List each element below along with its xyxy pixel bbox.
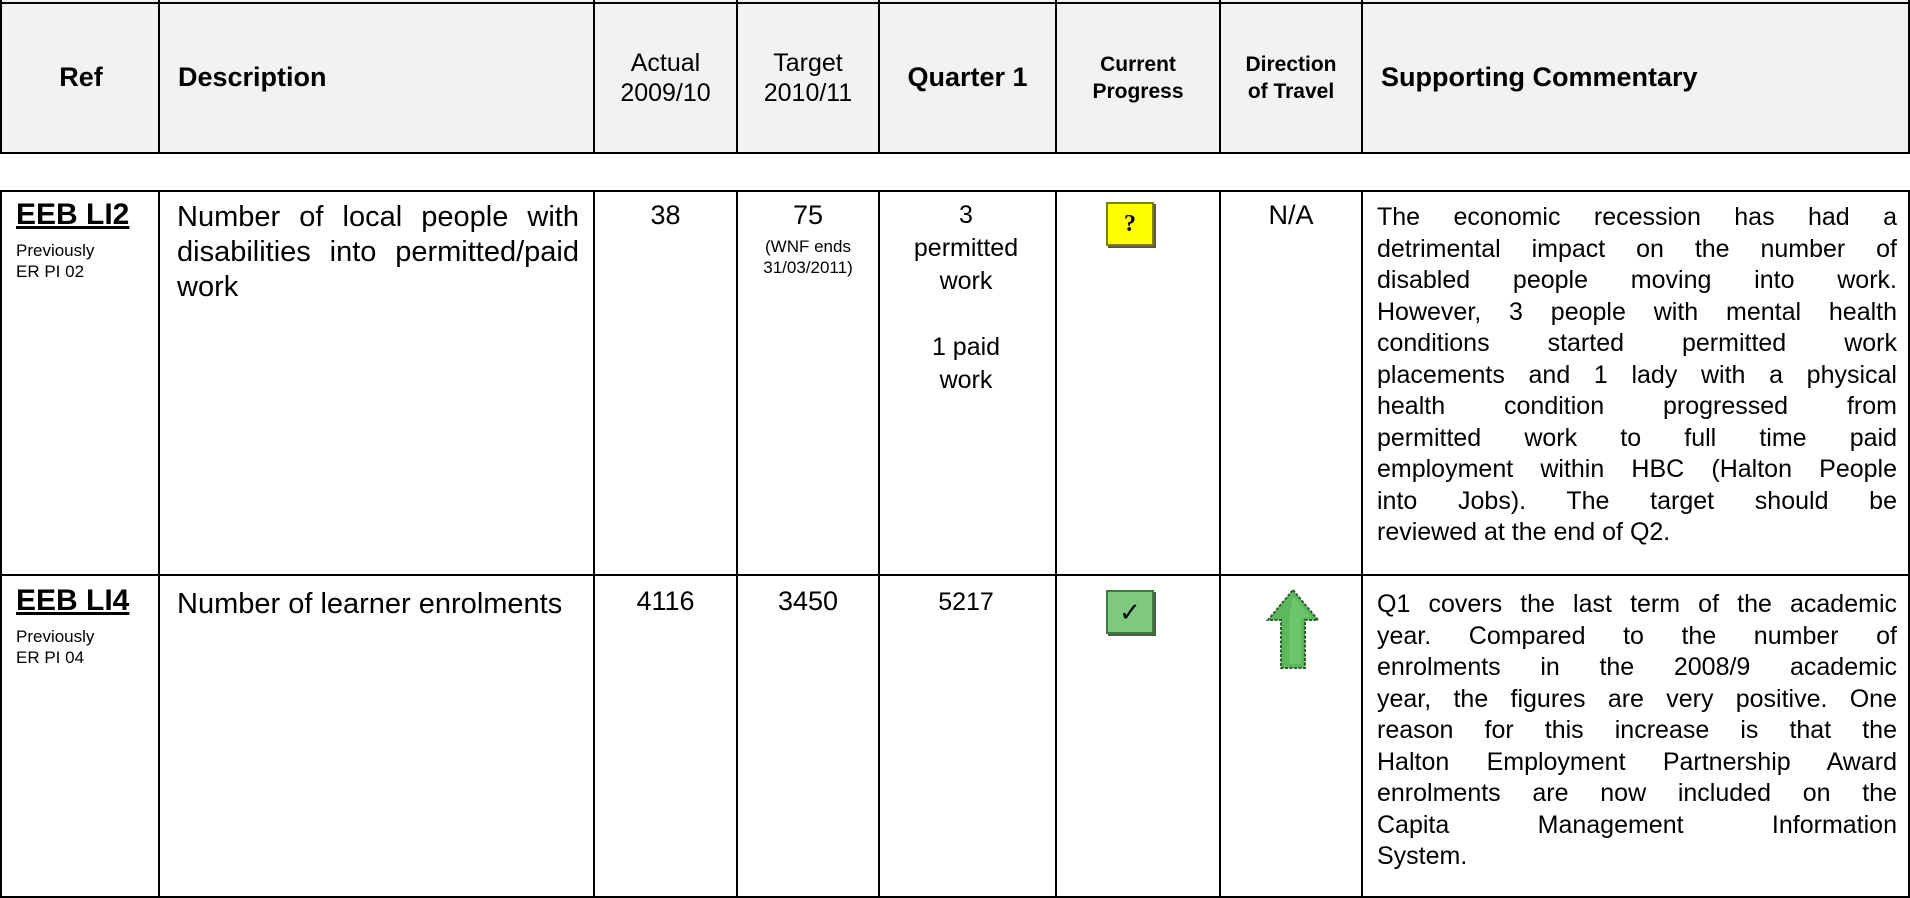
quarter-value: 3 permitted work 1 paid work (913, 201, 1019, 394)
direction-value: N/A (1268, 200, 1314, 230)
actual-value: 38 (650, 200, 681, 230)
column-divider (593, 190, 595, 898)
column-divider (158, 190, 160, 898)
description-cell: Number of local people with disabilities into permitted/paid work (177, 201, 579, 303)
header-quarter: Quarter 1 (907, 62, 1028, 92)
column-divider (0, 190, 2, 898)
table-border-top (0, 2, 1910, 4)
column-divider (1219, 190, 1221, 898)
check-status-icon: ✓ (1106, 590, 1154, 634)
header-border-bottom (0, 152, 1910, 154)
ref-previous: Previously ER PI 04 (16, 627, 95, 667)
header-divider (0, 0, 2, 154)
ref-previous: Previously ER PI 02 (16, 241, 95, 281)
header-divider (1361, 0, 1363, 154)
header-divider (158, 0, 160, 154)
commentary-cell: Q1 covers the last term of the academic year. Compared to the number of enrolments in the 2008/9 academic year, the figures are very positive. One reason for this increase is that the Halton Employment Partnership Award enrolments are now included on the Capita Management Information System. (1377, 590, 1897, 870)
actual-value: 4116 (636, 586, 695, 616)
description-cell: Number of learner enrolments (177, 588, 563, 620)
header-progress: Current Progress (1092, 52, 1184, 103)
header-actual: Actual 2009/10 (620, 48, 711, 107)
commentary-cell: The economic recession has had a detrimental impact on the number of disabled people moving into work. However, 3 people with mental health conditions started permitted work placements and 1 lady with a physical health condition progressed from permitted work to full time paid employment within HBC (Halton People into Jobs). The target should be reviewed at the end of Q2. (1377, 203, 1897, 546)
header-ref: Ref (59, 62, 103, 92)
header-divider (1219, 0, 1221, 154)
green-up-arrow-icon (1265, 587, 1321, 671)
quarter-value: 5217 (938, 588, 994, 616)
row-divider (0, 574, 1910, 576)
header-commentary: Supporting Commentary (1381, 62, 1698, 92)
header-direction: Direction of Travel (1245, 52, 1337, 103)
header-divider (1055, 0, 1057, 154)
ref-code: EEB LI4 (16, 584, 130, 617)
ref-code: EEB LI2 (16, 198, 130, 231)
header-target: Target 2010/11 (763, 48, 853, 107)
header-description: Description (178, 62, 327, 92)
target-note: (WNF ends 31/03/2011) (763, 237, 853, 277)
target-value: 75 (792, 200, 824, 230)
question-status-icon: ? (1106, 202, 1154, 246)
target-value: 3450 (777, 586, 839, 616)
body-border-top (0, 190, 1910, 192)
header-divider (593, 0, 595, 154)
column-divider (736, 190, 738, 898)
column-divider (1361, 190, 1363, 898)
header-divider (878, 0, 880, 154)
header-divider (736, 0, 738, 154)
